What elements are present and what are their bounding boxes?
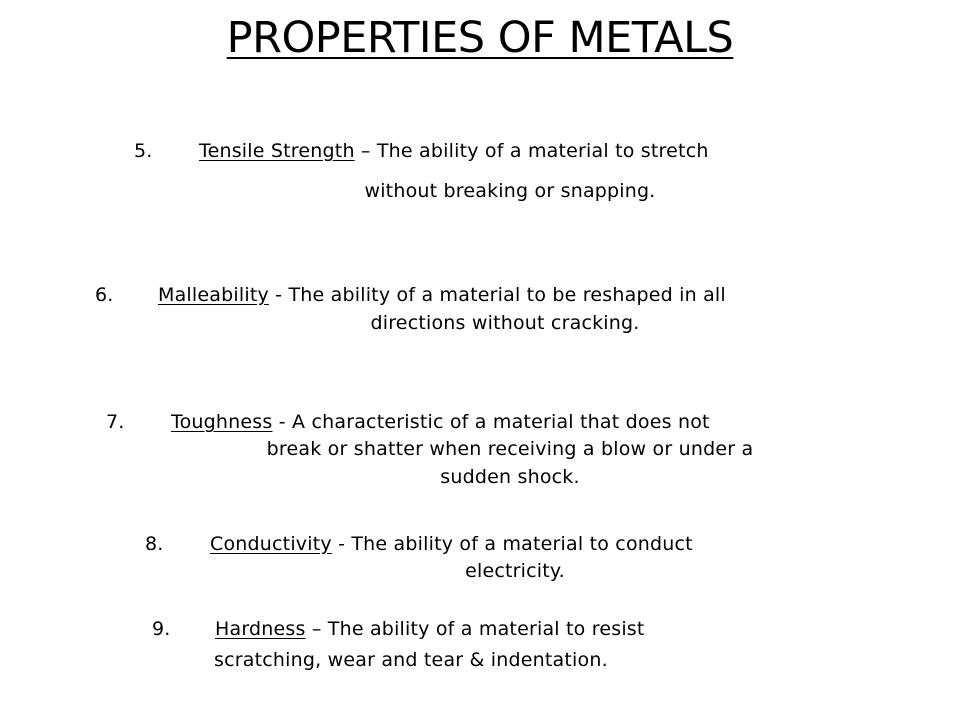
item-line-1 — [199, 136, 709, 166]
item-number: 9. — [152, 618, 171, 640]
item-definition: - The ability of a material to be reshaped in all — [268, 284, 726, 306]
item-term: Conductivity — [210, 533, 332, 555]
item-line-2: directions without cracking. — [370, 312, 640, 334]
item-term: Tensile Strength — [199, 140, 355, 162]
item-line-3: sudden shock. — [440, 466, 580, 488]
item-number: 6. — [95, 284, 114, 306]
item-line-2: break or shatter when receiving a blow or under a — [266, 438, 754, 460]
item-definition: – The ability of a material to resist — [305, 618, 645, 640]
item-term: Hardness — [215, 618, 306, 640]
item-number: 5. — [134, 140, 153, 162]
item-line-2: scratching, wear and tear & indentation. — [214, 649, 608, 671]
item-line-1 — [215, 614, 645, 644]
item-line-1 — [171, 407, 710, 437]
slide-title: PROPERTIES OF METALS — [226, 13, 734, 63]
item-term: Toughness — [171, 411, 273, 433]
item-number: 7. — [106, 411, 125, 433]
item-definition: - A characteristic of a material that does not — [272, 411, 710, 433]
item-line-2: without breaking or snapping. — [364, 180, 656, 202]
item-number: 8. — [145, 533, 164, 555]
item-definition: – The ability of a material to stretch — [354, 140, 709, 162]
item-term: Malleability — [158, 284, 269, 306]
item-line-2: electricity. — [465, 560, 565, 582]
item-line-1 — [210, 529, 693, 559]
item-definition: - The ability of a material to conduct — [331, 533, 693, 555]
item-line-1 — [158, 280, 726, 310]
